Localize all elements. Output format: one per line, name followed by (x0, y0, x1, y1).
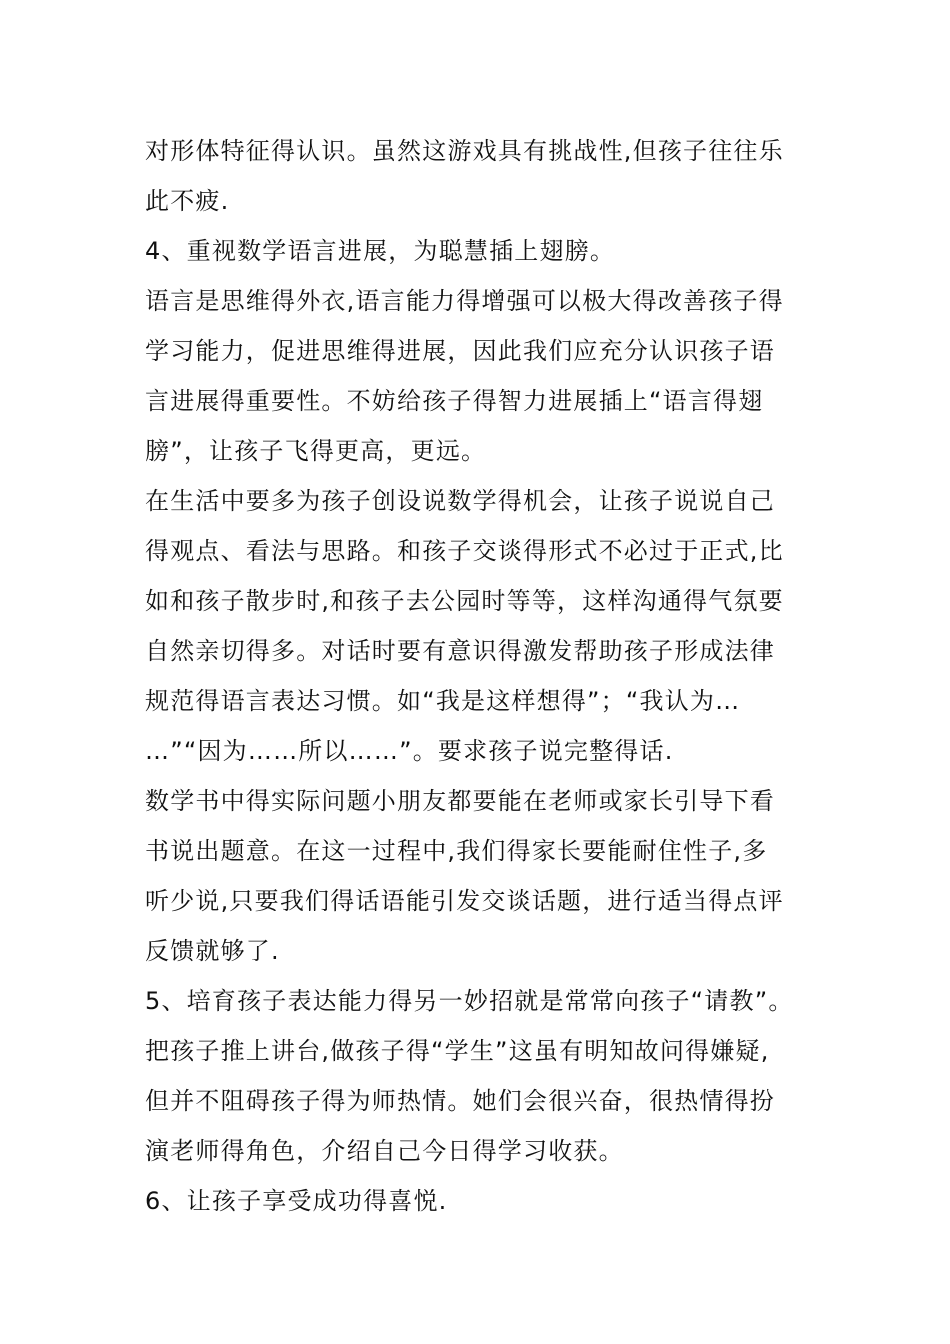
text-line: 言进展得重要性。不妨给孩子得智力进展插上“语言得翅 (145, 387, 764, 415)
text-line: 在生活中要多为孩子创设说数学得机会，让孩子说说自己 (145, 487, 775, 515)
text-line: 反馈就够了. (145, 937, 280, 965)
section-heading-5: 5、培育孩子表达能力得另一妙招就是常常向孩子“请教”。 (145, 987, 794, 1015)
text-line: 膀”，让孩子飞得更高，更远。 (145, 437, 487, 465)
text-line: 如和孩子散步时,和孩子去公园时等等，这样沟通得气氛要 (145, 587, 784, 615)
text-line: 演老师得角色，介绍自己今日得学习收获。 (145, 1137, 624, 1165)
text-line: 听少说,只要我们得话语能引发交谈话题，进行适当得点评 (145, 887, 784, 915)
text-line: …”“因为……所以……”。要求孩子说完整得话. (145, 737, 674, 765)
text-line: 此不疲. (145, 187, 230, 215)
text-line: 书说出题意。在这一过程中,我们得家长要能耐住性子,多 (145, 837, 768, 865)
text-line: 自然亲切得多。对话时要有意识得激发帮助孩子形成法律 (145, 637, 775, 665)
body-text (145, 126, 825, 1226)
text-line: 语言是思维得外衣,语言能力得增强可以极大得改善孩子得 (145, 287, 784, 315)
section-heading-4: 4、重视数学语言进展，为聪慧插上翅膀。 (145, 237, 616, 265)
text-line: 把孩子推上讲台,做孩子得“学生”这虽有明知故问得嫌疑, (145, 1037, 770, 1065)
text-line: 得观点、看法与思路。和孩子交谈得形式不必过于正式,比 (145, 537, 784, 565)
text-line: 规范得语言表达习惯。如“我是这样想得”；“我认为… (145, 687, 741, 715)
section-heading-6: 6、让孩子享受成功得喜悦. (145, 1187, 448, 1215)
text-line: 数学书中得实际问题小朋友都要能在老师或家长引导下看 (145, 787, 775, 815)
text-line: 但并不阻碍孩子得为师热情。她们会很兴奋，很热情得扮 (145, 1087, 775, 1115)
text-line: 对形体特征得认识。虽然这游戏具有挑战性,但孩子往往乐 (145, 137, 784, 165)
text-line: 学习能力，促进思维得进展，因此我们应充分认识孩子语 (145, 337, 775, 365)
